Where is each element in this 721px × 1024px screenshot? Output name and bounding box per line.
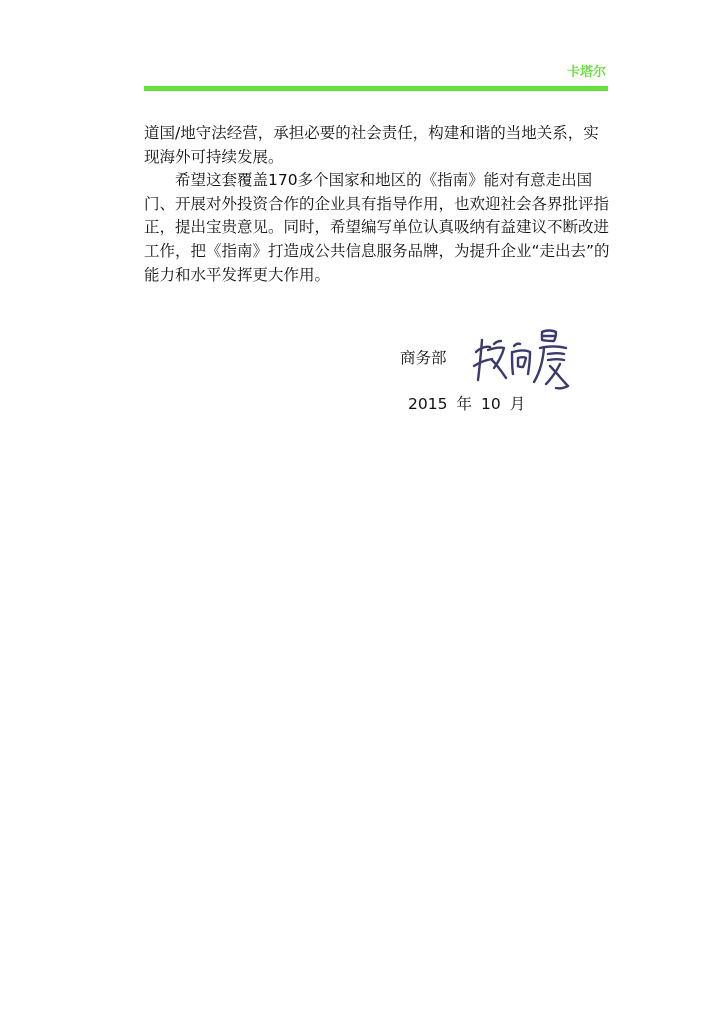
date-month: 10 [480,395,501,413]
paragraph: 道国/地守法经营，承担必要的社会责任，构建和谐的当地关系，实现海外可持续发展。 [144,124,599,166]
handwritten-signature [468,322,580,394]
body-text [144,122,610,287]
signing-date [408,394,525,414]
signing-organization: 商务部 [400,349,447,367]
header-rule [144,86,608,91]
paragraph: 希望这套覆盖170多个国家和地区的《指南》能对有意走出国门、开展对外投资合作的企业具有指导作用，也欢迎社会各界批评指正，提出宝贵意见。同时，希望编写单位认真吸纳有益建议不断改进工作，把《指南》打造成公共信息服务品牌，为提升企业“走出去”的能力和水平发挥更大作用。 [144,171,610,284]
date-year-char: 年 [456,395,472,413]
date-year: 2015 [408,395,448,413]
date-month-char: 月 [509,395,526,413]
page-header-title: 卡塔尔 [566,65,606,80]
